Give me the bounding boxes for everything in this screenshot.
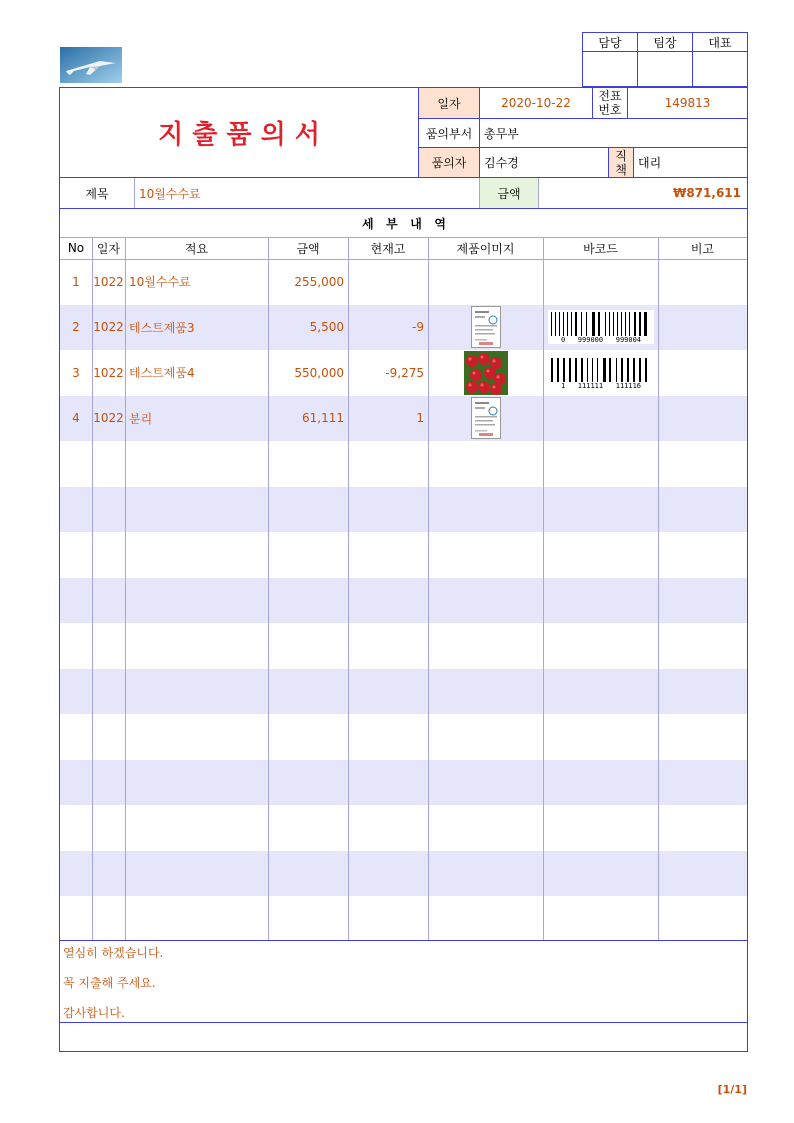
cell-image — [428, 396, 543, 442]
cell-image — [428, 259, 543, 305]
cell-no: 2 — [72, 320, 80, 335]
position-value: 대리 — [638, 156, 662, 170]
amount-label: 금액 — [480, 178, 538, 208]
column-header-stock[interactable]: 현재고 — [370, 241, 406, 256]
table-row[interactable] — [60, 305, 747, 351]
cell-image — [428, 350, 543, 396]
cell-image — [428, 305, 543, 351]
approval-sign-ceo[interactable] — [693, 52, 747, 86]
cell-barcode — [543, 305, 658, 351]
cell-amount: 550,000 — [294, 365, 344, 380]
total-amount: ₩871,611 — [673, 186, 741, 200]
approval-header-team-lead: 팀장 — [653, 35, 677, 50]
column-header-amount[interactable]: 금액 — [296, 241, 320, 256]
cell-date: 1022 — [93, 365, 124, 380]
approval-header-staff: 담당 — [598, 35, 622, 50]
column-header-image[interactable]: 제품이미지 — [456, 241, 515, 256]
cell-desc: 10월수수료 — [129, 275, 191, 290]
column-header-date[interactable]: 일자 — [96, 241, 121, 256]
slip-no-value: 149813 — [664, 96, 711, 110]
svg-text:0 999000 999004: 0 999000 999004 — [560, 336, 641, 345]
cell-desc: 테스트제품3 — [129, 320, 195, 335]
fighter-jet-logo-icon — [60, 47, 122, 83]
document-thumbnail-icon — [471, 306, 501, 348]
cell-stock: 1 — [416, 411, 424, 426]
cell-no: 3 — [72, 365, 80, 380]
subject-value: 10월수수료 — [139, 186, 201, 201]
company-logo — [60, 47, 122, 83]
strawberry-photo-icon — [464, 351, 508, 395]
remark-line-3: 감사합니다. — [63, 1006, 125, 1020]
approval-sign-staff[interactable] — [583, 52, 637, 86]
column-header-note[interactable]: 비고 — [690, 241, 715, 256]
cell-date: 1022 — [93, 411, 124, 426]
position-label: 직 책 — [609, 148, 633, 177]
cell-desc: 테스트제품4 — [129, 366, 195, 381]
cell-note — [658, 350, 747, 396]
requester-value: 김수경 — [484, 156, 519, 170]
date-label: 일자 — [419, 88, 479, 118]
row-stripe — [60, 487, 747, 533]
cell-amount: 61,111 — [302, 411, 344, 426]
cell-stock: -9,275 — [385, 365, 424, 380]
row-stripe — [60, 669, 747, 715]
approval-header-ceo: 대표 — [708, 35, 732, 50]
cell-stock — [348, 259, 428, 305]
cell-no: 1 — [72, 274, 80, 289]
cell-amount: 255,000 — [294, 274, 344, 289]
cell-desc: 분리 — [129, 411, 153, 426]
cell-barcode — [543, 350, 658, 396]
document-thumbnail-icon — [471, 397, 501, 439]
barcode-icon — [548, 310, 654, 344]
approval-box — [582, 32, 748, 87]
cell-date: 1022 — [93, 274, 124, 289]
table-row[interactable] — [60, 396, 747, 442]
details-table — [60, 237, 747, 940]
row-stripe — [60, 851, 747, 897]
remark-line-2: 꼭 지출해 주세요. — [63, 976, 156, 990]
cell-barcode — [543, 396, 658, 442]
dept-value: 총무부 — [484, 126, 519, 141]
dept-label: 품의부서 — [425, 126, 473, 141]
cell-note — [658, 305, 747, 351]
subject-label: 제목 — [85, 186, 109, 201]
row-stripe — [60, 578, 747, 624]
cell-note — [658, 396, 747, 442]
table-row[interactable] — [60, 259, 747, 305]
requester-label: 품의자 — [419, 148, 479, 177]
svg-text:1 111111 111116: 1 111111 111116 — [560, 381, 641, 390]
cell-no: 4 — [72, 411, 80, 426]
column-header-no[interactable]: No — [67, 241, 85, 255]
approval-sign-team-lead[interactable] — [638, 52, 692, 86]
column-header-barcode[interactable]: 바코드 — [583, 241, 618, 256]
cell-amount: 5,500 — [309, 320, 344, 335]
date-value: 2020-10-22 — [501, 96, 571, 110]
page-indicator: [1/1] — [717, 1083, 747, 1096]
row-stripe — [60, 760, 747, 806]
cell-date: 1022 — [93, 320, 124, 335]
cell-barcode — [543, 259, 658, 305]
page-title: 지 출 품 의 서 — [158, 120, 320, 150]
slip-no-label: 전표 번호 — [598, 89, 622, 117]
details-section-title: 세 부 내 역 — [362, 216, 446, 231]
remark-line-1: 열심히 하겠습니다. — [63, 946, 164, 960]
column-header-desc[interactable]: 적요 — [184, 241, 209, 256]
cell-stock: -9 — [412, 320, 424, 335]
cell-note — [658, 259, 747, 305]
barcode-icon — [548, 356, 654, 390]
table-row[interactable] — [60, 350, 747, 396]
